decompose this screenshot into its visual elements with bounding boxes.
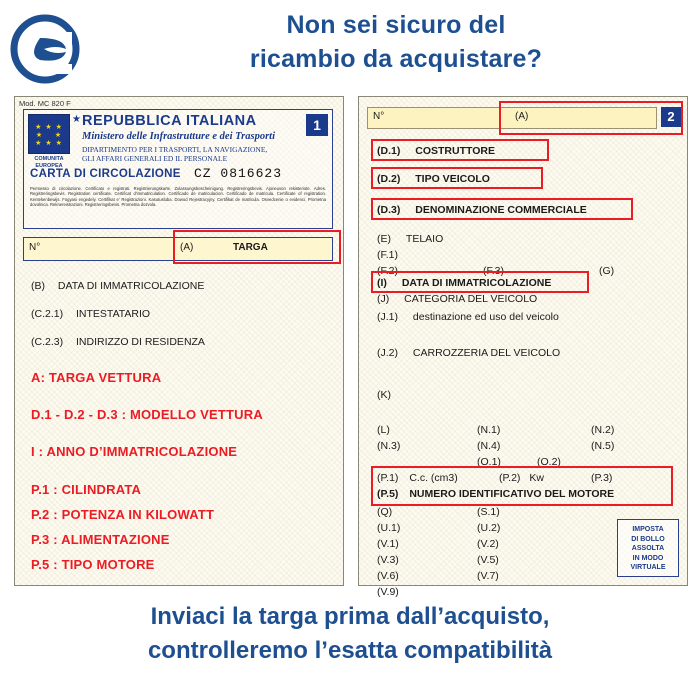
page-title-line2: ricambio da acquistare? — [249, 45, 543, 73]
field-row-c23: (C.2.3) INDIRIZZO DI RESIDENZA — [31, 336, 205, 348]
legend-item-cilindrata: P.1 : CILINDRATA — [31, 482, 142, 497]
fineprint-text: Permesso di circolazione. Certificato e registrati. Registrierungskarte. Zulassungsbescheinigung. Registreringsbevis. Ajoneuvon rekisteriote. Adres. Registreringsbevis. Registration certificate. Certificat d'immatriculation. Certificado de matriculacion. Certificado de matricula. Certificate of registration. Kentekenbewijs. Fogyasi engedely. Certifikat e' Registrazioni. Kasutusluba. Dowod Rejestracyjny. Certifikat de matricula. Osvedcenie o evidenci. Prometna dovolnica. Reknereistrazioni. Registreringsbevis. Prometna dozvola. — [30, 186, 326, 208]
field-row-f2: (F.2) — [377, 265, 398, 277]
field-row-i: (I) DATA DI IMMATRICOLAZIONE — [377, 277, 552, 289]
legend-item-potenza: P.2 : POTENZA IN KILOWATT — [31, 507, 215, 522]
field-row-u2: (U.2) — [477, 522, 501, 534]
n-label-page2: N° — [373, 111, 385, 122]
field-row-q: (Q) — [377, 506, 393, 518]
field-row-p5: (P.5) NUMERO IDENTIFICATIVO DEL MOTORE — [377, 488, 615, 500]
footer-line1: Inviaci la targa prima dall’acquisto, — [150, 603, 550, 630]
department-title: DIPARTIMENTO PER I TRASPORTI, LA NAVIGAZIONE, GLI AFFARI GENERALI ED IL PERSONALE — [82, 145, 268, 163]
eu-label: COMUNITA EUROPEA — [34, 156, 64, 169]
field-row-p3: (P.3) — [591, 472, 613, 484]
field-row-n2: (N.2) — [591, 424, 615, 436]
document-masthead — [23, 109, 333, 229]
field-row-d1: (D.1) COSTRUTTORE — [377, 145, 495, 157]
legend-item-modello: D.1 - D.2 - D.3 : MODELLO VETTURA — [31, 407, 263, 422]
field-row-p2: (P.2) Kw — [499, 472, 544, 484]
field-row-d2: (D.2) TIPO VEICOLO — [377, 173, 490, 185]
page-header — [0, 0, 700, 96]
field-row-n1: (N.1) — [477, 424, 501, 436]
field-row-u1: (U.1) — [377, 522, 401, 534]
legend-item-targa: A: TARGA VETTURA — [31, 370, 162, 385]
field-row-j1: (J.1) destinazione ed uso del veicolo — [377, 311, 559, 323]
field-row-c21: (C.2.1) INTESTATARIO — [31, 308, 151, 320]
republic-title: REPUBBLICA ITALIANA — [82, 113, 257, 129]
field-row-v2: (V.2) — [477, 538, 499, 550]
field-row-o1: (O.1) — [477, 456, 501, 468]
field-row-n5: (N.5) — [591, 440, 615, 452]
document-code: CZ 0816623 — [194, 166, 283, 181]
plate-field-box — [23, 237, 333, 261]
page-title-line1: Non sei sicuro del — [286, 11, 506, 39]
field-row-l: (L) — [377, 424, 390, 436]
registration-document-page-2 — [358, 96, 688, 598]
field-row-p1: (P.1) C.c. (cm3) — [377, 472, 458, 484]
field-row-g: (G) — [599, 265, 615, 277]
field-row-j2: (J.2) CARROZZERIA DEL VEICOLO — [377, 347, 561, 359]
page-badge-2: 2 — [661, 107, 681, 127]
field-a-value: TARGA — [233, 242, 268, 253]
field-a-code: (A) — [180, 242, 194, 253]
field-row-n4: (N.4) — [477, 440, 501, 452]
ministry-title: Ministero delle Infrastrutture e dei Trasporti — [82, 131, 276, 142]
stamp-duty-box: IMPOSTA DI BOLLO ASSOLTA IN MODO VIRTUALE — [617, 519, 679, 577]
field-a-code-page2: (A) — [515, 111, 529, 122]
plate-field-box-page2 — [367, 107, 657, 129]
field-row-f3: (F.3) — [483, 265, 504, 277]
legend-item-alimentazione: P.3 : ALIMENTAZIONE — [31, 532, 170, 547]
field-row-v6: (V.6) — [377, 570, 399, 582]
footer-line2: controlleremo l’esatta compatibilità — [147, 637, 553, 664]
field-row-v7: (V.7) — [477, 570, 499, 582]
mod-code: Mod. MC 820 F — [19, 99, 71, 108]
legend-item-tipomotore: P.5 : TIPO MOTORE — [31, 557, 155, 572]
field-row-s1: (S.1) — [477, 506, 500, 518]
field-row-b: (B) DATA DI IMMATRICOLAZIONE — [31, 280, 205, 292]
field-row-v9: (V.9) — [377, 586, 399, 598]
page-footer — [0, 600, 700, 668]
eu-flag-icon: ★ ★ ★ ★ ★ ★ ★ ★ — [28, 114, 70, 154]
page-title — [96, 8, 696, 76]
field-row-n3: (N.3) — [377, 440, 401, 452]
registration-document-page-1 — [14, 96, 344, 586]
star-icon: ★ — [72, 114, 81, 125]
field-row-v3: (V.3) — [377, 554, 399, 566]
field-row-v1: (V.1) — [377, 538, 399, 550]
field-row-d3: (D.3) DENOMINAZIONE COMMERCIALE — [377, 204, 587, 216]
page-badge-1: 1 — [306, 114, 328, 136]
document-title: CARTA DI CIRCOLAZIONE — [30, 168, 181, 180]
company-logo — [10, 14, 80, 84]
field-row-v5: (V.5) — [477, 554, 499, 566]
field-row-f1: (F.1) — [377, 249, 398, 261]
legend-item-anno: I : ANNO D’IMMATRICOLAZIONE — [31, 444, 238, 459]
document-panels — [0, 96, 700, 596]
field-row-e: (E) TELAIO — [377, 233, 444, 245]
n-label: N° — [29, 242, 41, 253]
field-row-j: (J) CATEGORIA DEL VEICOLO — [377, 293, 538, 305]
field-row-o2: (O.2) — [537, 456, 561, 468]
field-row-k: (K) — [377, 389, 391, 401]
